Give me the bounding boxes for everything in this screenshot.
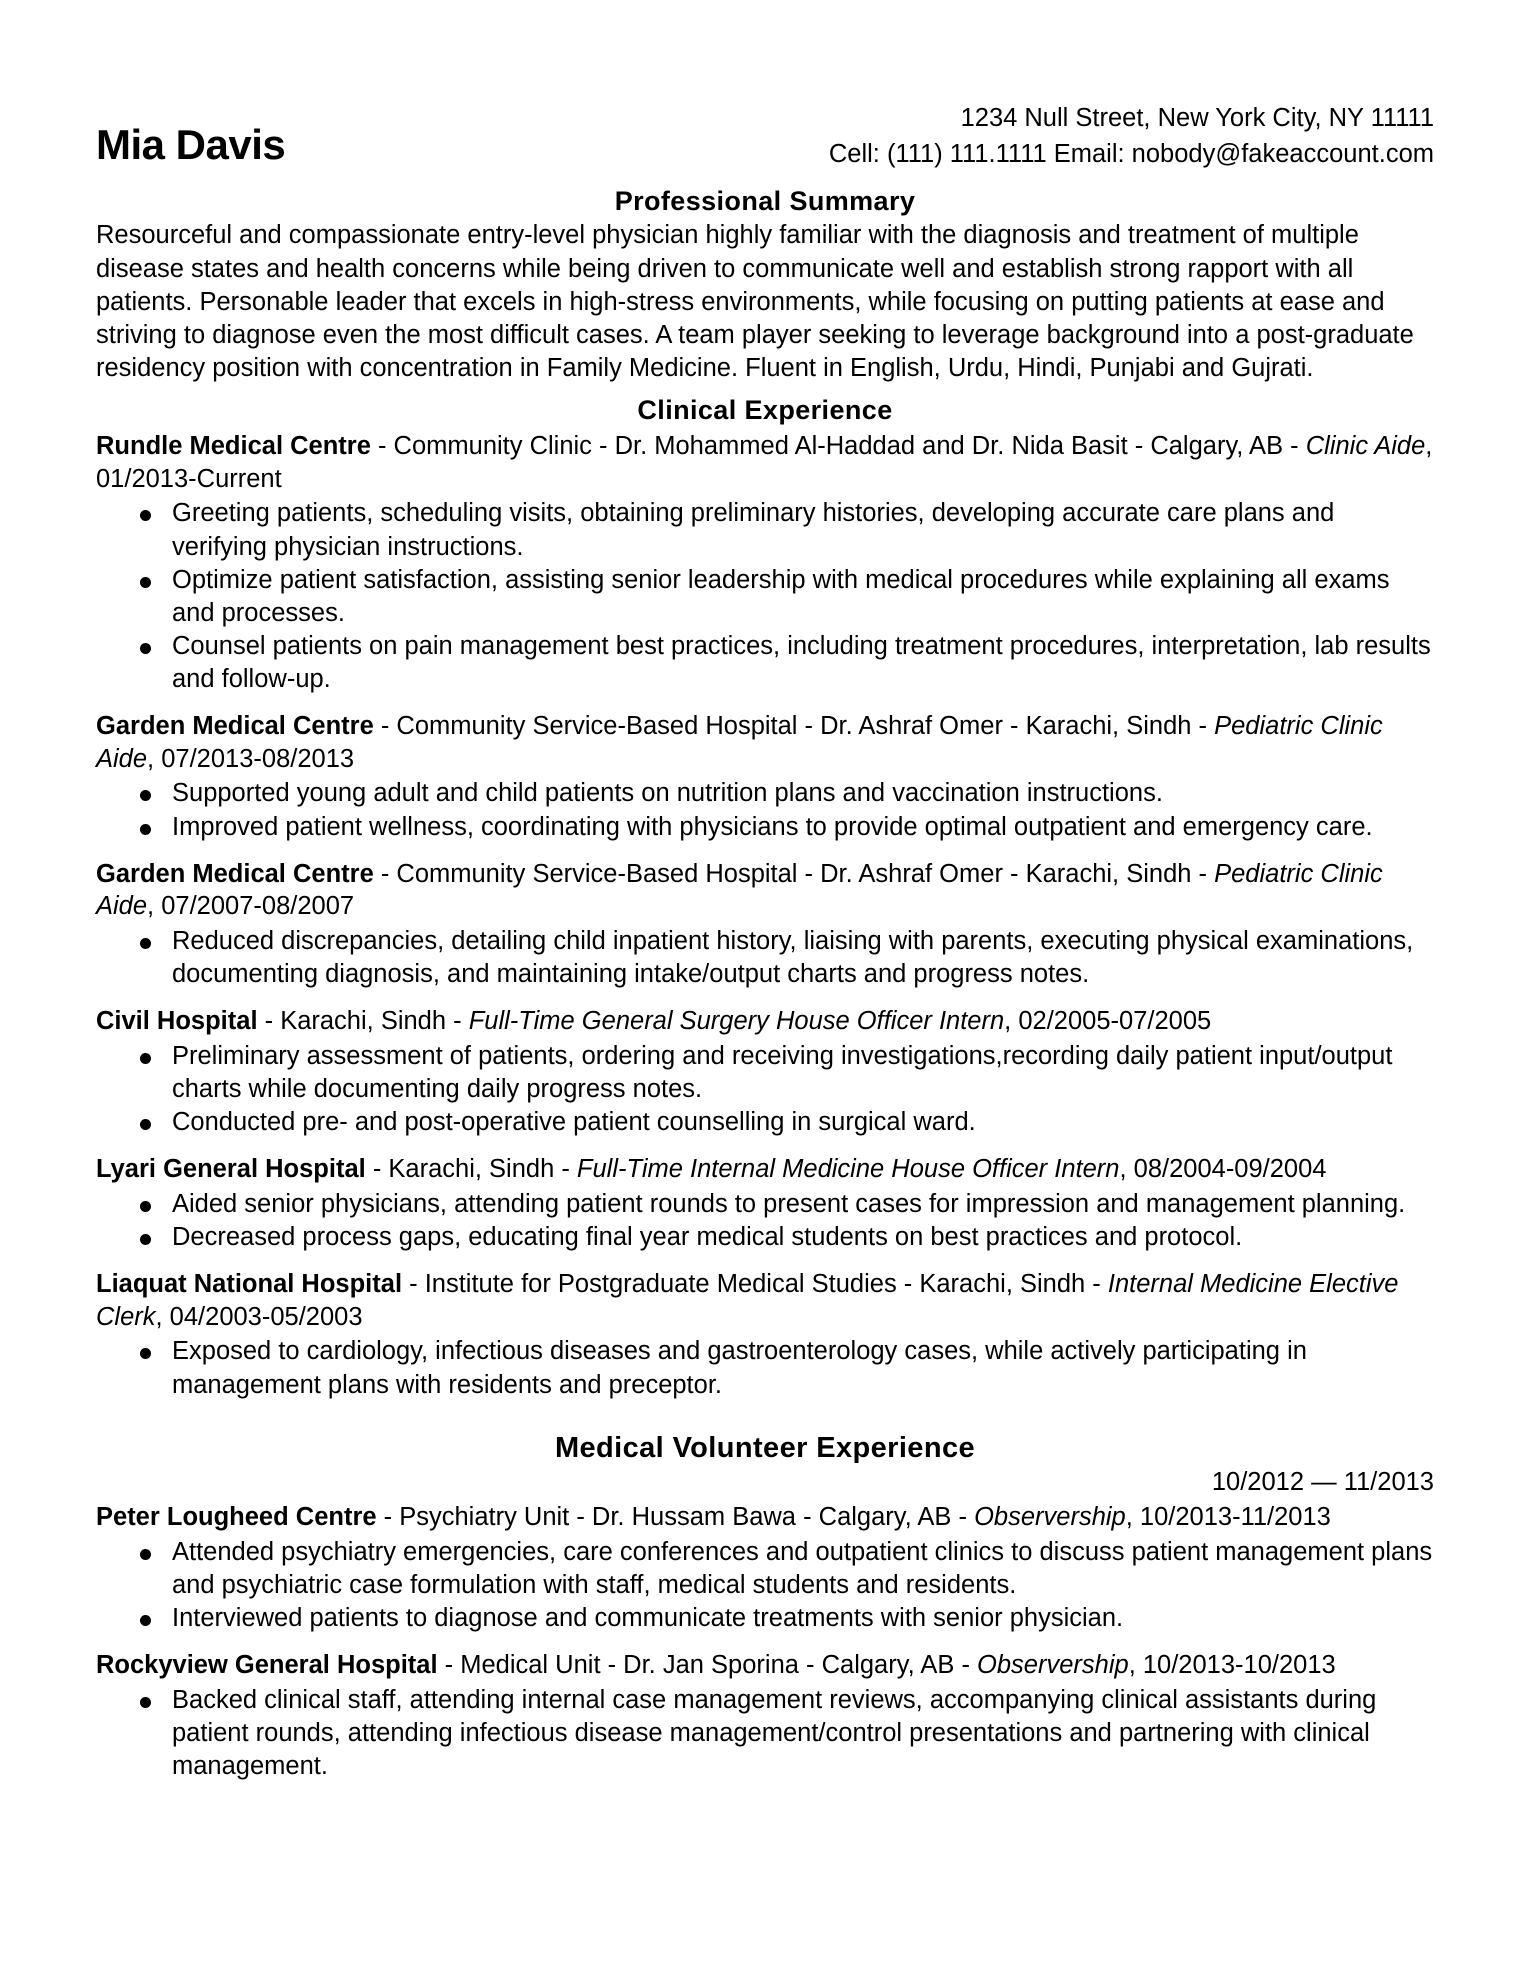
job-title: Observership bbox=[974, 1503, 1126, 1532]
job-title: Full-Time General Surgery House Officer Intern bbox=[468, 1007, 1005, 1036]
responsibility-item: Preliminary assessment of patients, ordering and receiving investigations,recording daily patient input/output charts while documenting daily progress notes. bbox=[96, 1040, 1434, 1106]
job-title: Observership bbox=[977, 1651, 1129, 1680]
employer-name: Garden Medical Centre bbox=[96, 712, 374, 741]
responsibility-list bbox=[96, 497, 1434, 696]
responsibility-item: Improved patient wellness, coordinating with physicians to provide optimal outpatient and emergency care. bbox=[96, 811, 1434, 844]
responsibility-item: Backed clinical staff, attending internal case management reviews, accompanying clinical assistants during patient rounds, attending infectious disease management/control presentations and partnering with clinical management. bbox=[96, 1684, 1434, 1783]
responsibility-list bbox=[96, 777, 1434, 843]
contact-phone-email: Cell: (111) 111.1111 Email: nobody@fakeaccount.com bbox=[828, 140, 1434, 169]
responsibility-item: Attended psychiatry emergencies, care conferences and outpatient clinics to discuss patient management plans and psychiatric case formulation with staff, medical students and residents. bbox=[96, 1536, 1434, 1602]
employer-name: Rockyview General Hospital bbox=[96, 1651, 438, 1680]
responsibility-item: Exposed to cardiology, infectious diseases and gastroenterology cases, while actively participating in management plans with residents and preceptor. bbox=[96, 1335, 1434, 1401]
employer-name: Garden Medical Centre bbox=[96, 859, 374, 888]
employer-detail: - Community Clinic - Dr. Mohammed Al-Haddad and Dr. Nida Basit - Calgary, AB - bbox=[370, 432, 1306, 461]
experience-entry-heading bbox=[96, 1005, 1434, 1038]
resume-header bbox=[96, 96, 1434, 172]
job-dates: , 07/2007-08/2007 bbox=[147, 892, 355, 921]
employer-detail: - Karachi, Sindh - bbox=[365, 1155, 577, 1184]
responsibility-item: Decreased process gaps, educating final year medical students on best practices and protocol. bbox=[96, 1221, 1434, 1254]
clinical-experience-list bbox=[96, 430, 1434, 1402]
experience-entry bbox=[96, 1268, 1434, 1402]
volunteer-experience-list bbox=[96, 1501, 1434, 1783]
volunteer-date-range: 10/2012 — 11/2013 bbox=[1211, 1467, 1434, 1496]
employer-detail: - Community Service-Based Hospital - Dr. Ashraf Omer - Karachi, Sindh - bbox=[373, 712, 1215, 741]
employer-detail: - Psychiatry Unit - Dr. Hussam Bawa - Calgary, AB - bbox=[376, 1503, 975, 1532]
experience-entry-heading bbox=[96, 1268, 1434, 1333]
job-title: Clinic Aide bbox=[1305, 432, 1426, 461]
job-dates: , 04/2003-05/2003 bbox=[155, 1302, 363, 1331]
job-title: Pediatric Clinic Aide bbox=[96, 859, 1383, 921]
responsibility-list bbox=[96, 925, 1434, 991]
employer-detail: - Medical Unit - Dr. Jan Sporina - Calgary, AB - bbox=[437, 1651, 978, 1680]
experience-entry bbox=[96, 710, 1434, 844]
responsibility-item: Aided senior physicians, attending patient rounds to present cases for impression and management planning. bbox=[96, 1188, 1434, 1221]
section-title-professional-summary: Professional Summary bbox=[614, 186, 916, 217]
responsibility-list bbox=[96, 1684, 1434, 1783]
experience-entry bbox=[96, 1501, 1434, 1635]
job-dates: , 08/2004-09/2004 bbox=[1119, 1155, 1327, 1184]
experience-entry bbox=[96, 1005, 1434, 1139]
experience-entry-heading bbox=[96, 1649, 1434, 1682]
employer-name: Liaquat National Hospital bbox=[96, 1270, 403, 1299]
employer-detail: - Institute for Postgraduate Medical Studies - Karachi, Sindh - bbox=[402, 1270, 1108, 1299]
job-title: Internal Medicine Elective Clerk bbox=[96, 1270, 1399, 1331]
responsibility-list bbox=[96, 1536, 1434, 1635]
experience-entry-heading bbox=[96, 1153, 1434, 1186]
contact-block bbox=[829, 96, 1434, 172]
employer-name: Rundle Medical Centre bbox=[96, 432, 371, 461]
experience-entry bbox=[96, 1649, 1434, 1783]
responsibility-list bbox=[96, 1040, 1434, 1139]
experience-entry-heading bbox=[96, 430, 1434, 495]
responsibility-item: Reduced discrepancies, detailing child inpatient history, liaising with parents, executing physical examinations, documenting diagnosis, and maintaining intake/output charts and progress notes. bbox=[96, 925, 1434, 991]
responsibility-list bbox=[96, 1188, 1434, 1254]
job-title: Pediatric Clinic Aide bbox=[96, 712, 1383, 773]
experience-entry bbox=[96, 858, 1434, 992]
experience-entry-heading bbox=[96, 710, 1434, 775]
responsibility-item: Optimize patient satisfaction, assisting senior leadership with medical procedures while explaining all exams and processes. bbox=[96, 564, 1434, 630]
employer-name: Lyari General Hospital bbox=[96, 1155, 366, 1184]
responsibility-item: Conducted pre- and post-operative patient counselling in surgical ward. bbox=[96, 1106, 1434, 1139]
section-title-medical-volunteer-experience: Medical Volunteer Experience bbox=[554, 1431, 976, 1464]
responsibility-item: Supported young adult and child patients on nutrition plans and vaccination instructions. bbox=[96, 777, 1434, 810]
contact-address: 1234 Null Street, New York City, NY 11111 bbox=[960, 104, 1434, 132]
experience-entry-heading bbox=[96, 1501, 1434, 1534]
job-dates: , 10/2013-10/2013 bbox=[1128, 1651, 1336, 1680]
employer-detail: - Community Service-Based Hospital - Dr. Ashraf Omer - Karachi, Sindh - bbox=[373, 859, 1215, 888]
job-dates: , 02/2005-07/2005 bbox=[1004, 1007, 1212, 1036]
responsibility-item: Interviewed patients to diagnose and communicate treatments with senior physician. bbox=[96, 1602, 1434, 1635]
employer-name: Civil Hospital bbox=[96, 1007, 258, 1036]
responsibility-item: Counsel patients on pain management best practices, including treatment procedures, interpretation, lab results and follow-up. bbox=[96, 630, 1434, 696]
candidate-name: Mia Davis bbox=[96, 121, 286, 168]
job-dates: , 07/2013-08/2013 bbox=[147, 744, 355, 773]
responsibility-list bbox=[96, 1335, 1434, 1401]
experience-entry-heading bbox=[96, 858, 1434, 923]
section-title-clinical-experience: Clinical Experience bbox=[637, 395, 893, 426]
employer-detail: - Karachi, Sindh - bbox=[257, 1007, 469, 1036]
responsibility-item: Greeting patients, scheduling visits, obtaining preliminary histories, developing accurate care plans and verifying physician instructions. bbox=[96, 497, 1434, 563]
job-dates: , 01/2013-Current bbox=[96, 432, 1433, 493]
employer-name: Peter Lougheed Centre bbox=[96, 1503, 377, 1532]
professional-summary-text: Resourceful and compassionate entry-level physician highly familiar with the diagnosis and treatment of multiple disease states and health concerns while being driven to communicate well and establish strong rapport with all patients. Personable leader that excels in high-stress environments, while focusing on putting patients at ease and striving to diagnose even the most difficult cases. A team player seeking to leverage background into a post-graduate residency position with concentration in Family Medicine. Fluent in English, Urdu, Hindi, Punjabi and Gujrati. bbox=[96, 221, 1414, 382]
experience-entry bbox=[96, 1153, 1434, 1254]
job-dates: , 10/2013-11/2013 bbox=[1125, 1503, 1331, 1532]
experience-entry bbox=[96, 430, 1434, 696]
job-title: Full-Time Internal Medicine House Officer Intern bbox=[576, 1155, 1120, 1184]
